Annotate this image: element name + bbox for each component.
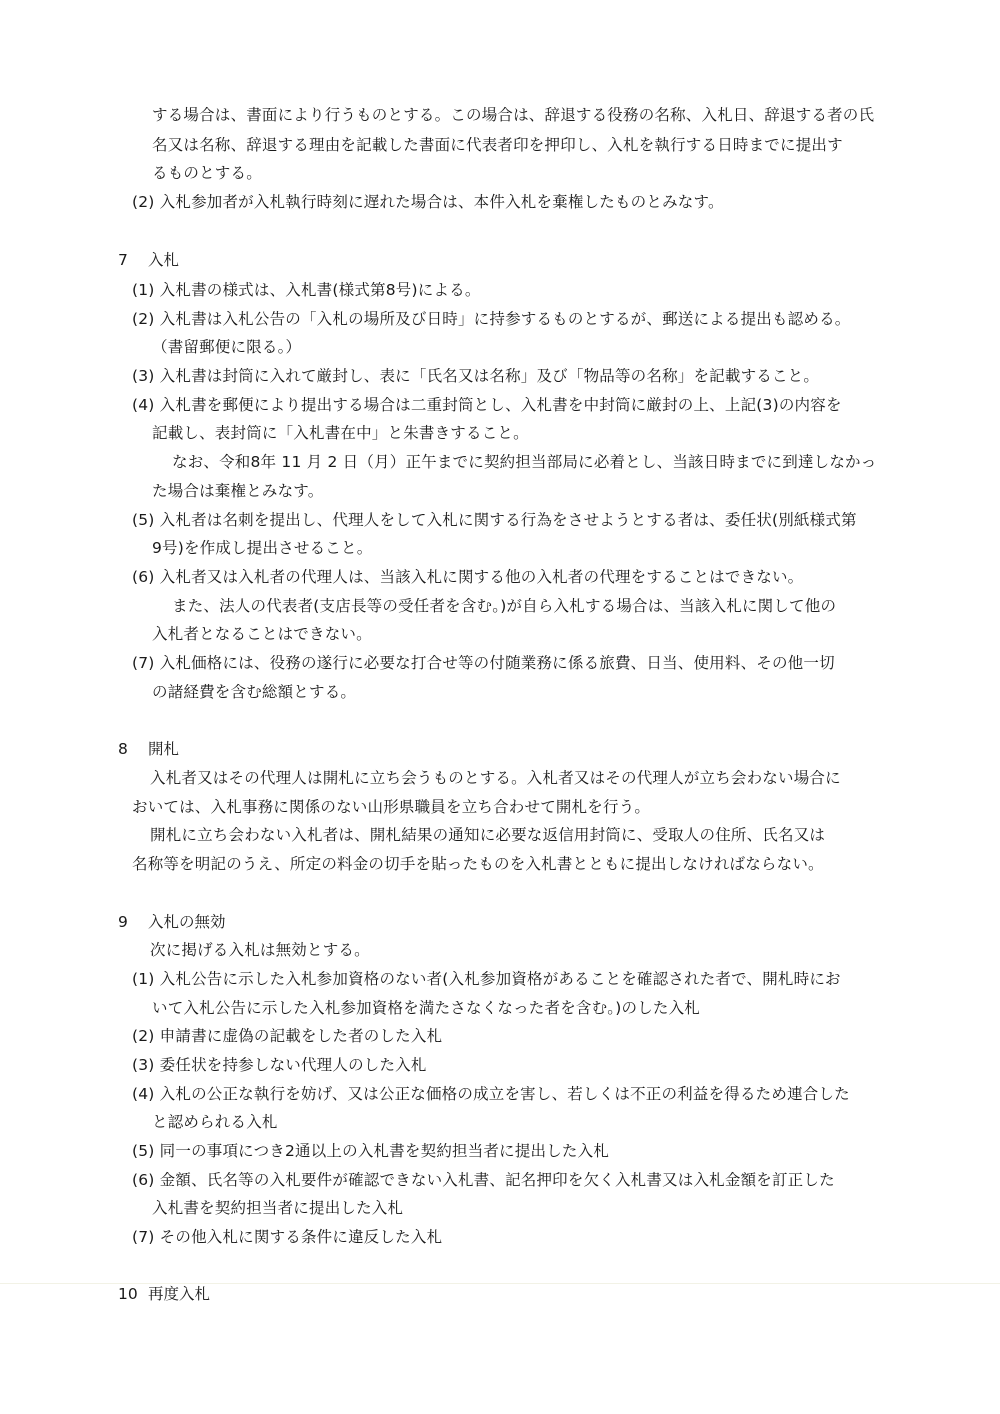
list-item: (5) 同一の事項につき2通以上の入札書を契約担当者に提出した入札 [132,1142,610,1160]
section-title: 入札の無効 [148,913,226,931]
list-item: (4) 入札の公正な執行を妨げ、又は公正な価格の成立を害し、若しくは不正の利益を得るため連合した [132,1085,850,1103]
list-item: (1) 入札公告に示した入札参加資格のない者(入札参加資格があることを確認された者で、開札時にお [132,970,841,988]
section-heading [118,739,179,759]
section-number: 10 [118,1285,138,1303]
list-item: (2) 申請書に虚偽の記載をした者のした入札 [132,1027,443,1045]
section-number: 9 [118,913,128,931]
list-item-continuation: 入札書を契約担当者に提出した入札 [152,1199,404,1217]
section-title: 開札 [148,740,180,758]
list-item-continuation: と認められる入札 [152,1113,278,1131]
list-item: (3) 入札書は封筒に入れて厳封し、表に「氏名又は名称」及び「物品等の名称」を記載すること。 [132,367,820,385]
list-item: (2) 入札参加者が入札執行時刻に遅れた場合は、本件入札を棄権したものとみなす。 [132,193,724,211]
list-item-continuation: いて入札公告に示した入札参加資格を満たさなくなった者を含む。)のした入札 [152,999,700,1017]
list-item: (5) 入札者は名刺を提出し、代理人をして入札に関する行為をさせようとする者は、委任状(別紙様式第 [132,511,857,529]
paragraph-line: おいては、入札事務に関係のない山形県職員を立ち合わせて開札を行う。 [132,798,651,816]
paragraph-line: 開札に立ち会わない入札者は、開札結果の通知に必要な返信用封筒に、受取人の住所、氏名又は [150,826,826,844]
paragraph-line: 名称等を明記のうえ、所定の料金の切手を貼ったものを入札書とともに提出しなければならない。 [132,855,824,873]
paragraph-line: 入札者又はその代理人は開札に立ち会うものとする。入札者又はその代理人が立ち会わない場合に [150,769,841,787]
paragraph-line: 次に掲げる入札は無効とする。 [150,941,370,959]
section-number: 7 [118,251,128,269]
section-heading [118,1284,210,1304]
list-item: (7) 入札価格には、役務の遂行に必要な打合せ等の付随業務に係る旅費、日当、使用料、その他一切 [132,654,835,672]
section-heading [118,912,226,932]
list-item-continuation: 記載し、表封筒に「入札書在中」と朱書きすること。 [152,424,529,442]
paragraph-line: また、法人の代表者(支店長等の受任者を含む。)が自ら入札する場合は、当該入札に関して他の [172,597,837,615]
section-heading [118,250,179,270]
list-item-continuation: （書留郵便に限る。） [152,338,302,356]
list-item-continuation: 9号)を作成し提出させること。 [152,539,373,557]
section-number: 8 [118,740,128,758]
section-title: 入札 [148,251,180,269]
paragraph-line: 入札者となることはできない。 [152,625,372,643]
paragraph-line: なお、令和8年 11 月 2 日（月）正午までに契約担当部局に必着とし、当該日時までに到達しなかっ [172,453,877,471]
paragraph-line: るものとする。 [152,164,262,182]
list-item: (1) 入札書の様式は、入札書(様式第8号)による。 [132,281,481,299]
list-item: (7) その他入札に関する条件に違反した入札 [132,1228,443,1246]
list-item: (2) 入札書は入札公告の「入札の場所及び日時」に持参するものとするが、郵送による提出も認める。 [132,310,851,328]
section-title: 再度入札 [148,1285,211,1303]
list-item-continuation: の諸経費を含む総額とする。 [152,683,357,701]
list-item: (4) 入札書を郵便により提出する場合は二重封筒とし、入札書を中封筒に厳封の上、上記(3)の内容を [132,396,842,414]
paragraph-line: する場合は、書面により行うものとする。この場合は、辞退する役務の名称、入札日、辞退する者の氏 [152,106,875,124]
paragraph-line: た場合は棄権とみなす。 [152,482,324,500]
list-item: (6) 入札者又は入札者の代理人は、当該入札に関する他の入札者の代理をすることはできない。 [132,568,804,586]
list-item: (6) 金額、氏名等の入札要件が確認できない入札書、記名押印を欠く入札書又は入札金額を訂正した [132,1171,835,1189]
list-item: (3) 委任状を持参しない代理人のした入札 [132,1056,427,1074]
paragraph-line: 名又は名称、辞退する理由を記載した書面に代表者印を押印し、入札を執行する日時までに提出す [152,136,843,154]
